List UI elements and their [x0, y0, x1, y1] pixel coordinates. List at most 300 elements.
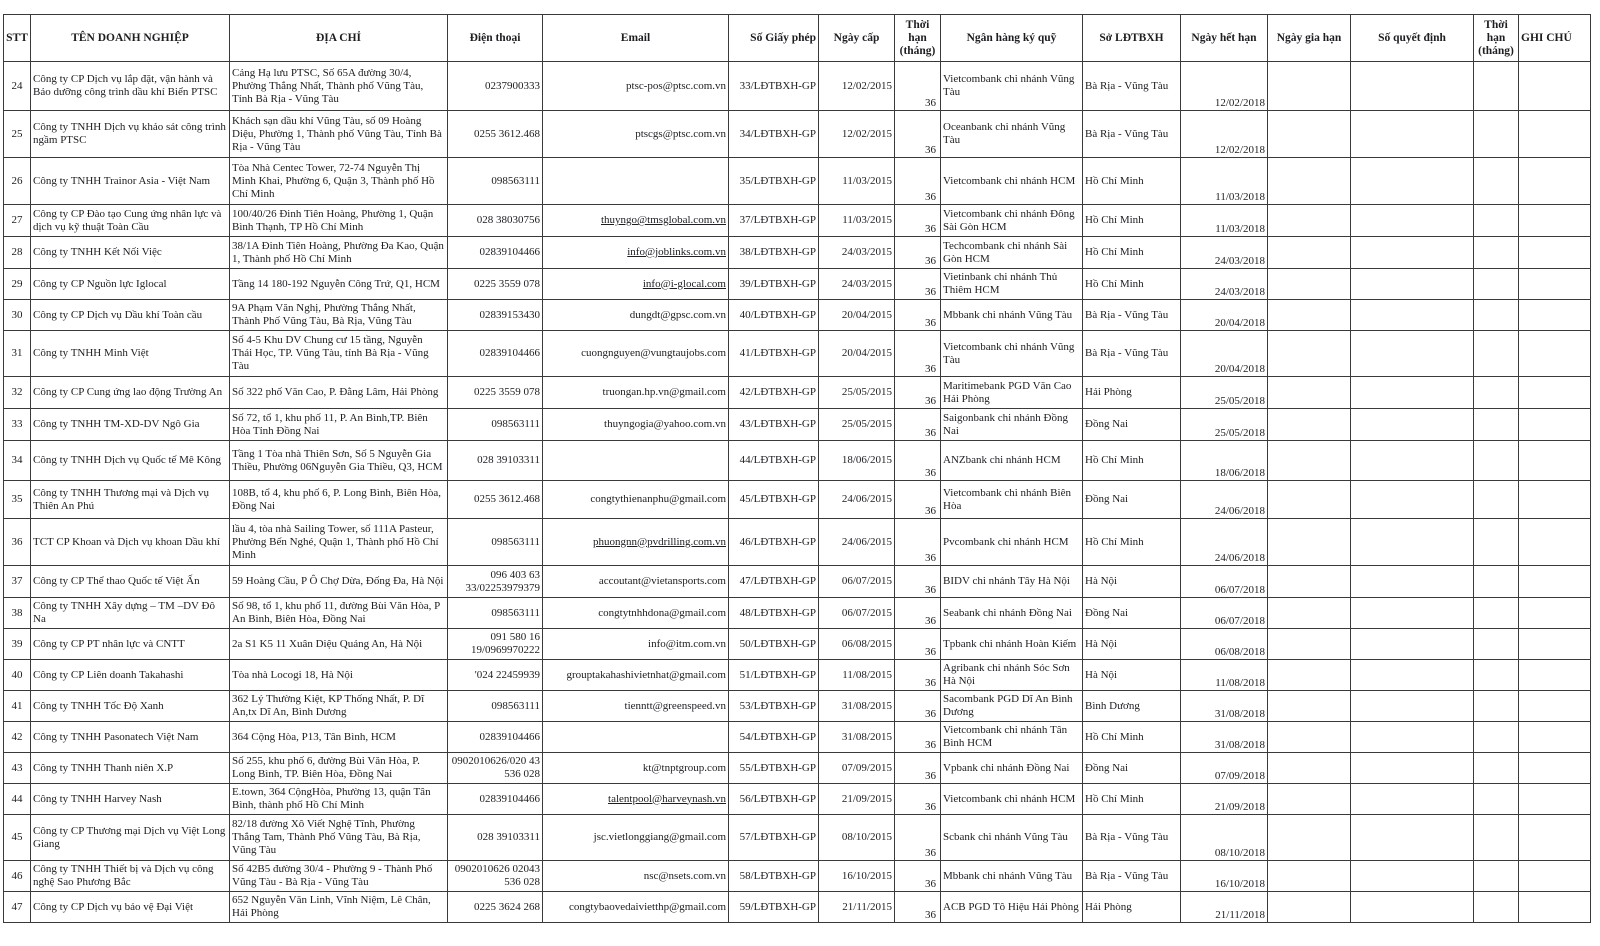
- cell-email: thuyngo@tmsglobal.com.vn: [543, 205, 729, 237]
- cell-expiry: 21/11/2018: [1181, 892, 1268, 923]
- cell-stt: 25: [4, 111, 31, 158]
- cell-bank: Vietcombank chi nhánh Vũng Tàu: [941, 62, 1083, 111]
- cell-phone: 096 403 63 33/02253979379: [448, 566, 543, 598]
- cell-term: 36: [895, 111, 941, 158]
- cell-term-2: [1474, 481, 1519, 519]
- cell-decision-no: [1351, 111, 1474, 158]
- cell-bank: Mbbank chi nhánh Vũng Tàu: [941, 861, 1083, 892]
- cell-name: Công ty TNHH Pasonatech Việt Nam: [31, 722, 230, 753]
- cell-stt: 44: [4, 784, 31, 815]
- cell-decision-no: [1351, 441, 1474, 481]
- cell-stt: 40: [4, 660, 31, 691]
- cell-term-2: [1474, 861, 1519, 892]
- cell-address: Số 42B5 đường 30/4 - Phường 9 - Thành Phố Vũng Tàu - Bà Rịa - Vũng Tàu: [230, 861, 448, 892]
- cell-phone: 091 580 16 19/0969970222: [448, 629, 543, 660]
- table-row: [4, 753, 1591, 784]
- cell-issue-date: 31/08/2015: [819, 722, 895, 753]
- header-dept: Sở LĐTBXH: [1083, 15, 1181, 62]
- cell-license: 39/LĐTBXH-GP: [729, 269, 819, 300]
- cell-stt: 39: [4, 629, 31, 660]
- cell-decision-no: [1351, 481, 1474, 519]
- cell-note: [1519, 158, 1591, 205]
- cell-term: 36: [895, 519, 941, 566]
- cell-bank: Scbank chi nhánh Vũng Tàu: [941, 815, 1083, 861]
- cell-note: [1519, 237, 1591, 269]
- cell-dept: Hồ Chí Minh: [1083, 519, 1181, 566]
- cell-dept: Bà Rịa - Vũng Tàu: [1083, 331, 1181, 377]
- cell-extension-date: [1268, 62, 1351, 111]
- cell-extension-date: [1268, 300, 1351, 331]
- cell-extension-date: [1268, 784, 1351, 815]
- cell-license: 38/LĐTBXH-GP: [729, 237, 819, 269]
- cell-phone: 0225 3559 078: [448, 269, 543, 300]
- cell-term-2: [1474, 784, 1519, 815]
- cell-expiry: 11/08/2018: [1181, 660, 1268, 691]
- cell-name: Công ty TNHH Tốc Độ Xanh: [31, 691, 230, 722]
- table-row: [4, 237, 1591, 269]
- cell-phone: 098563111: [448, 409, 543, 441]
- cell-address: 652 Nguyễn Văn Linh, Vĩnh Niệm, Lê Chân, Hải Phòng: [230, 892, 448, 923]
- cell-issue-date: 25/05/2015: [819, 377, 895, 409]
- cell-term: 36: [895, 566, 941, 598]
- header-term: Thời hạn (tháng): [895, 15, 941, 62]
- cell-name: Công ty CP Dịch vụ bảo vệ Đại Việt: [31, 892, 230, 923]
- cell-term: 36: [895, 598, 941, 629]
- cell-phone: 02839153430: [448, 300, 543, 331]
- cell-note: [1519, 861, 1591, 892]
- cell-address: Số 98, tổ 1, khu phố 11, đường Bùi Văn Hòa, P An Bình, Biên Hòa, Đồng Nai: [230, 598, 448, 629]
- cell-stt: 26: [4, 158, 31, 205]
- cell-phone: 098563111: [448, 691, 543, 722]
- cell-stt: 29: [4, 269, 31, 300]
- table-row: [4, 519, 1591, 566]
- cell-expiry: 21/09/2018: [1181, 784, 1268, 815]
- cell-expiry: 06/07/2018: [1181, 566, 1268, 598]
- cell-extension-date: [1268, 409, 1351, 441]
- cell-note: [1519, 205, 1591, 237]
- cell-term: 36: [895, 784, 941, 815]
- cell-term-2: [1474, 629, 1519, 660]
- cell-term: 36: [895, 660, 941, 691]
- cell-dept: Hồ Chí Minh: [1083, 784, 1181, 815]
- cell-address: Số 322 phố Văn Cao, P. Đằng Lâm, Hải Phòng: [230, 377, 448, 409]
- cell-decision-no: [1351, 269, 1474, 300]
- cell-address: Khách sạn dầu khí Vũng Tàu, số 09 Hoàng Diệu, Phường 1, Thành phố Vũng Tàu, Tỉnh Bà Rịa - Vũng Tàu: [230, 111, 448, 158]
- cell-expiry: 08/10/2018: [1181, 815, 1268, 861]
- cell-decision-no: [1351, 237, 1474, 269]
- cell-address: 2a S1 K5 11 Xuân Diệu Quảng An, Hà Nội: [230, 629, 448, 660]
- cell-address: 100/40/26 Đinh Tiên Hoàng, Phường 1, Quận Bình Thạnh, TP Hồ Chí Minh: [230, 205, 448, 237]
- cell-license: 55/LĐTBXH-GP: [729, 753, 819, 784]
- cell-license: 43/LĐTBXH-GP: [729, 409, 819, 441]
- cell-email: dungdt@gpsc.com.vn: [543, 300, 729, 331]
- cell-bank: Vietcombank chi nhánh Đông Sài Gòn HCM: [941, 205, 1083, 237]
- header-note: GHI CHÚ: [1519, 15, 1591, 62]
- cell-extension-date: [1268, 753, 1351, 784]
- cell-email: congtythienanphu@gmail.com: [543, 481, 729, 519]
- cell-name: Công ty CP Dịch vụ lắp đặt, vận hành và Bảo dưỡng công trình dầu khí Biển PTSC: [31, 62, 230, 111]
- table-header-row: [4, 15, 1591, 62]
- cell-issue-date: 11/08/2015: [819, 660, 895, 691]
- header-stt: STT: [4, 15, 31, 62]
- cell-expiry: 12/02/2018: [1181, 111, 1268, 158]
- cell-stt: 27: [4, 205, 31, 237]
- cell-dept: Hà Nội: [1083, 566, 1181, 598]
- header-email: Email: [543, 15, 729, 62]
- cell-address: Tầng 1 Tòa nhà Thiên Sơn, Số 5 Nguyễn Gia Thiều, Phường 06Nguyễn Gia Thiều, Q3, HCM: [230, 441, 448, 481]
- cell-issue-date: 25/05/2015: [819, 409, 895, 441]
- cell-note: [1519, 111, 1591, 158]
- cell-dept: Hồ Chí Minh: [1083, 237, 1181, 269]
- cell-extension-date: [1268, 158, 1351, 205]
- document-sheet: [3, 14, 1590, 923]
- cell-license: 34/LĐTBXH-GP: [729, 111, 819, 158]
- cell-extension-date: [1268, 815, 1351, 861]
- table-row: [4, 861, 1591, 892]
- cell-extension-date: [1268, 892, 1351, 923]
- table-row: [4, 300, 1591, 331]
- cell-email: info@i-glocal.com: [543, 269, 729, 300]
- cell-email: [543, 441, 729, 481]
- cell-address: Cảng Hạ lưu PTSC, Số 65A đường 30/4, Phường Thắng Nhất, Thành phố Vũng Tàu, Tỉnh Bà Rịa - Vũng Tàu: [230, 62, 448, 111]
- cell-term: 36: [895, 722, 941, 753]
- cell-term-2: [1474, 269, 1519, 300]
- table-row: [4, 111, 1591, 158]
- cell-bank: BIDV chi nhánh Tây Hà Nội: [941, 566, 1083, 598]
- cell-dept: Bà Rịa - Vũng Tàu: [1083, 815, 1181, 861]
- cell-term-2: [1474, 111, 1519, 158]
- cell-phone: 028 39103311: [448, 815, 543, 861]
- cell-stt: 32: [4, 377, 31, 409]
- cell-term: 36: [895, 269, 941, 300]
- table-row: [4, 158, 1591, 205]
- cell-stt: 33: [4, 409, 31, 441]
- cell-term: 36: [895, 409, 941, 441]
- cell-email: [543, 158, 729, 205]
- cell-issue-date: 31/08/2015: [819, 691, 895, 722]
- table-row: [4, 566, 1591, 598]
- cell-issue-date: 21/11/2015: [819, 892, 895, 923]
- cell-stt: 35: [4, 481, 31, 519]
- cell-email: phuongnn@pvdrilling.com.vn: [543, 519, 729, 566]
- cell-issue-date: 12/02/2015: [819, 62, 895, 111]
- cell-expiry: 12/02/2018: [1181, 62, 1268, 111]
- cell-term: 36: [895, 892, 941, 923]
- cell-address: 38/1A Đinh Tiên Hoàng, Phường Đa Kao, Quận 1, Thành phố Hồ Chí Minh: [230, 237, 448, 269]
- cell-license: 57/LĐTBXH-GP: [729, 815, 819, 861]
- cell-expiry: 24/03/2018: [1181, 237, 1268, 269]
- cell-phone: 028 39103311: [448, 441, 543, 481]
- cell-note: [1519, 566, 1591, 598]
- cell-address: 9A Phạm Văn Nghị, Phường Thắng Nhất, Thành Phố Vũng Tàu, Bà Rịa, Vũng Tàu: [230, 300, 448, 331]
- cell-extension-date: [1268, 598, 1351, 629]
- cell-term-2: [1474, 331, 1519, 377]
- cell-license: 54/LĐTBXH-GP: [729, 722, 819, 753]
- cell-decision-no: [1351, 598, 1474, 629]
- cell-note: [1519, 481, 1591, 519]
- cell-issue-date: 21/09/2015: [819, 784, 895, 815]
- cell-bank: Vietcombank chi nhánh Tân Bình HCM: [941, 722, 1083, 753]
- cell-expiry: 24/03/2018: [1181, 269, 1268, 300]
- cell-extension-date: [1268, 111, 1351, 158]
- cell-license: 47/LĐTBXH-GP: [729, 566, 819, 598]
- cell-bank: Maritimebank PGD Văn Cao Hải Phòng: [941, 377, 1083, 409]
- cell-issue-date: 20/04/2015: [819, 331, 895, 377]
- cell-phone: 0902010626 02043 536 028: [448, 861, 543, 892]
- cell-bank: ANZbank chi nhánh HCM: [941, 441, 1083, 481]
- cell-bank: Vpbank chi nhánh Đồng Nai: [941, 753, 1083, 784]
- cell-term-2: [1474, 519, 1519, 566]
- cell-dept: Hải Phòng: [1083, 892, 1181, 923]
- cell-extension-date: [1268, 691, 1351, 722]
- cell-bank: Saigonbank chi nhánh Đồng Nai: [941, 409, 1083, 441]
- cell-expiry: 07/09/2018: [1181, 753, 1268, 784]
- cell-name: Công ty CP Đào tạo Cung ứng nhân lực và dịch vụ kỹ thuật Toàn Cầu: [31, 205, 230, 237]
- cell-phone: 02839104466: [448, 237, 543, 269]
- cell-decision-no: [1351, 331, 1474, 377]
- cell-extension-date: [1268, 660, 1351, 691]
- cell-email: cuongnguyen@vungtaujobs.com: [543, 331, 729, 377]
- cell-email: thuyngogia@yahoo.com.vn: [543, 409, 729, 441]
- header-bank: Ngân hàng ký quỹ: [941, 15, 1083, 62]
- cell-stt: 46: [4, 861, 31, 892]
- cell-issue-date: 12/02/2015: [819, 111, 895, 158]
- cell-address: Số 72, tổ 1, khu phố 11, P. An Bình,TP. Biên Hòa Tỉnh Đồng Nai: [230, 409, 448, 441]
- cell-name: Công ty CP Dịch vụ Dầu khí Toàn cầu: [31, 300, 230, 331]
- cell-email: ptsc-pos@ptsc.com.vn: [543, 62, 729, 111]
- cell-dept: Hồ Chí Minh: [1083, 269, 1181, 300]
- cell-license: 59/LĐTBXH-GP: [729, 892, 819, 923]
- cell-note: [1519, 784, 1591, 815]
- table-row: [4, 815, 1591, 861]
- cell-email: congtytnhhdona@gmail.com: [543, 598, 729, 629]
- cell-extension-date: [1268, 205, 1351, 237]
- header-issue-date: Ngày cấp: [819, 15, 895, 62]
- cell-phone: 0255 3612.468: [448, 111, 543, 158]
- cell-phone: 02839104466: [448, 784, 543, 815]
- cell-decision-no: [1351, 861, 1474, 892]
- cell-name: Công ty TNHH Thiết bị và Dịch vụ công nghệ Sao Phương Bắc: [31, 861, 230, 892]
- cell-term: 36: [895, 815, 941, 861]
- cell-address: E.town, 364 CộngHòa, Phường 13, quận Tân Bình, thành phố Hồ Chí Minh: [230, 784, 448, 815]
- table-row: [4, 629, 1591, 660]
- cell-expiry: 06/07/2018: [1181, 598, 1268, 629]
- cell-expiry: 20/04/2018: [1181, 300, 1268, 331]
- cell-extension-date: [1268, 519, 1351, 566]
- cell-note: [1519, 892, 1591, 923]
- cell-email: accoutant@vietansports.com: [543, 566, 729, 598]
- cell-decision-no: [1351, 629, 1474, 660]
- cell-term-2: [1474, 598, 1519, 629]
- cell-license: 40/LĐTBXH-GP: [729, 300, 819, 331]
- cell-bank: Seabank chi nhánh Đồng Nai: [941, 598, 1083, 629]
- cell-phone: 02839104466: [448, 722, 543, 753]
- cell-phone: 098563111: [448, 598, 543, 629]
- cell-note: [1519, 691, 1591, 722]
- cell-address: Tòa nhà Locogi 18, Hà Nội: [230, 660, 448, 691]
- cell-address: lầu 4, tòa nhà Sailing Tower, số 111A Pasteur, Phường Bến Nghé, Quận 1, Thành phố Hồ Chí Minh: [230, 519, 448, 566]
- cell-term: 36: [895, 237, 941, 269]
- cell-email: kt@tnptgroup.com: [543, 753, 729, 784]
- cell-note: [1519, 815, 1591, 861]
- cell-dept: Bà Rịa - Vũng Tàu: [1083, 861, 1181, 892]
- cell-bank: Vietcombank chi nhánh Vũng Tàu: [941, 331, 1083, 377]
- cell-extension-date: [1268, 629, 1351, 660]
- cell-term-2: [1474, 158, 1519, 205]
- cell-dept: Hồ Chí Minh: [1083, 722, 1181, 753]
- cell-issue-date: 08/10/2015: [819, 815, 895, 861]
- cell-license: 35/LĐTBXH-GP: [729, 158, 819, 205]
- cell-issue-date: 24/06/2015: [819, 519, 895, 566]
- cell-decision-no: [1351, 158, 1474, 205]
- table-row: [4, 784, 1591, 815]
- cell-email: talentpool@harveynash.vn: [543, 784, 729, 815]
- cell-issue-date: 18/06/2015: [819, 441, 895, 481]
- cell-dept: Đồng Nai: [1083, 598, 1181, 629]
- cell-name: Công ty TNHH Xây dựng – TM –DV Đô Na: [31, 598, 230, 629]
- cell-expiry: 18/06/2018: [1181, 441, 1268, 481]
- cell-term-2: [1474, 62, 1519, 111]
- cell-decision-no: [1351, 62, 1474, 111]
- cell-address: 362 Lý Thường Kiệt, KP Thống Nhất, P. Dĩ An,tx Dĩ An, Bình Dương: [230, 691, 448, 722]
- cell-dept: Đồng Nai: [1083, 753, 1181, 784]
- cell-phone: 02839104466: [448, 331, 543, 377]
- cell-stt: 36: [4, 519, 31, 566]
- table-row: [4, 598, 1591, 629]
- cell-dept: Đồng Nai: [1083, 409, 1181, 441]
- header-address: ĐỊA CHỈ: [230, 15, 448, 62]
- cell-note: [1519, 331, 1591, 377]
- cell-decision-no: [1351, 722, 1474, 753]
- cell-term: 36: [895, 629, 941, 660]
- cell-note: [1519, 62, 1591, 111]
- cell-term: 36: [895, 62, 941, 111]
- cell-decision-no: [1351, 660, 1474, 691]
- cell-expiry: 24/06/2018: [1181, 481, 1268, 519]
- cell-term-2: [1474, 753, 1519, 784]
- cell-bank: Tpbank chi nhánh Hoàn Kiếm: [941, 629, 1083, 660]
- cell-phone: 028 38030756: [448, 205, 543, 237]
- cell-term-2: [1474, 722, 1519, 753]
- cell-note: [1519, 722, 1591, 753]
- cell-license: 51/LĐTBXH-GP: [729, 660, 819, 691]
- cell-dept: Bà Rịa - Vũng Tàu: [1083, 111, 1181, 158]
- cell-extension-date: [1268, 566, 1351, 598]
- cell-term-2: [1474, 441, 1519, 481]
- cell-email: ptscgs@ptsc.com.vn: [543, 111, 729, 158]
- cell-dept: Hà Nội: [1083, 660, 1181, 691]
- cell-name: TCT CP Khoan và Dịch vụ khoan Dầu khí: [31, 519, 230, 566]
- cell-license: 41/LĐTBXH-GP: [729, 331, 819, 377]
- cell-license: 37/LĐTBXH-GP: [729, 205, 819, 237]
- cell-email: congtybaovedaivietthp@gmail.com: [543, 892, 729, 923]
- cell-license: 56/LĐTBXH-GP: [729, 784, 819, 815]
- table-body: [4, 62, 1591, 923]
- cell-phone: 098563111: [448, 158, 543, 205]
- cell-issue-date: 11/03/2015: [819, 205, 895, 237]
- cell-bank: Agribank chi nhánh Sóc Sơn Hà Nội: [941, 660, 1083, 691]
- header-extension-date: Ngày gia hạn: [1268, 15, 1351, 62]
- cell-bank: Techcombank chi nhánh Sài Gòn HCM: [941, 237, 1083, 269]
- cell-term-2: [1474, 892, 1519, 923]
- cell-stt: 47: [4, 892, 31, 923]
- cell-name: Công ty TNHH Harvey Nash: [31, 784, 230, 815]
- cell-term: 36: [895, 861, 941, 892]
- cell-term: 36: [895, 691, 941, 722]
- cell-email: jsc.vietlonggiang@gmail.com: [543, 815, 729, 861]
- cell-term: 36: [895, 300, 941, 331]
- cell-dept: Hà Nội: [1083, 629, 1181, 660]
- header-phone: Điện thoại: [448, 15, 543, 62]
- cell-expiry: 16/10/2018: [1181, 861, 1268, 892]
- table-row: [4, 441, 1591, 481]
- cell-stt: 34: [4, 441, 31, 481]
- cell-phone: 0237900333: [448, 62, 543, 111]
- cell-expiry: 25/05/2018: [1181, 377, 1268, 409]
- cell-note: [1519, 441, 1591, 481]
- cell-name: Công ty CP Cung ứng lao động Trường An: [31, 377, 230, 409]
- cell-term: 36: [895, 753, 941, 784]
- table-row: [4, 205, 1591, 237]
- table-row: [4, 331, 1591, 377]
- cell-term-2: [1474, 300, 1519, 331]
- cell-issue-date: 24/03/2015: [819, 269, 895, 300]
- cell-name: Công ty TNHH Dịch vụ khảo sát công trình ngầm PTSC: [31, 111, 230, 158]
- cell-extension-date: [1268, 481, 1351, 519]
- cell-issue-date: 24/06/2015: [819, 481, 895, 519]
- cell-decision-no: [1351, 815, 1474, 861]
- cell-extension-date: [1268, 377, 1351, 409]
- table-row: [4, 62, 1591, 111]
- cell-issue-date: 24/03/2015: [819, 237, 895, 269]
- cell-decision-no: [1351, 205, 1474, 237]
- cell-license: 46/LĐTBXH-GP: [729, 519, 819, 566]
- cell-term-2: [1474, 409, 1519, 441]
- cell-phone: 0225 3624 268: [448, 892, 543, 923]
- cell-stt: 30: [4, 300, 31, 331]
- table-row: [4, 691, 1591, 722]
- cell-name: Công ty CP Thể thao Quốc tế Việt Ấn: [31, 566, 230, 598]
- cell-term: 36: [895, 481, 941, 519]
- cell-extension-date: [1268, 861, 1351, 892]
- cell-stt: 43: [4, 753, 31, 784]
- cell-term-2: [1474, 566, 1519, 598]
- table-row: [4, 377, 1591, 409]
- header-expiry: Ngày hết hạn: [1181, 15, 1268, 62]
- cell-license: 50/LĐTBXH-GP: [729, 629, 819, 660]
- cell-license: 48/LĐTBXH-GP: [729, 598, 819, 629]
- cell-email: grouptakahashivietnhat@gmail.com: [543, 660, 729, 691]
- cell-stt: 42: [4, 722, 31, 753]
- cell-address: Số 255, khu phố 6, đường Bùi Văn Hòa, P. Long Bình, TP. Biên Hòa, Đồng Nai: [230, 753, 448, 784]
- cell-extension-date: [1268, 237, 1351, 269]
- cell-bank: Pvcombank chi nhánh HCM: [941, 519, 1083, 566]
- cell-note: [1519, 300, 1591, 331]
- cell-email: info@joblinks.com.vn: [543, 237, 729, 269]
- cell-bank: Sacombank PGD Dĩ An Bình Dương: [941, 691, 1083, 722]
- cell-license: 45/LĐTBXH-GP: [729, 481, 819, 519]
- cell-dept: Bà Rịa - Vũng Tàu: [1083, 300, 1181, 331]
- cell-phone: 0902010626/020 43 536 028: [448, 753, 543, 784]
- cell-stt: 37: [4, 566, 31, 598]
- cell-bank: Vietcombank chi nhánh HCM: [941, 158, 1083, 205]
- cell-term-2: [1474, 237, 1519, 269]
- cell-extension-date: [1268, 441, 1351, 481]
- cell-note: [1519, 409, 1591, 441]
- cell-phone: 0225 3559 078: [448, 377, 543, 409]
- table-row: [4, 269, 1591, 300]
- cell-license: 58/LĐTBXH-GP: [729, 861, 819, 892]
